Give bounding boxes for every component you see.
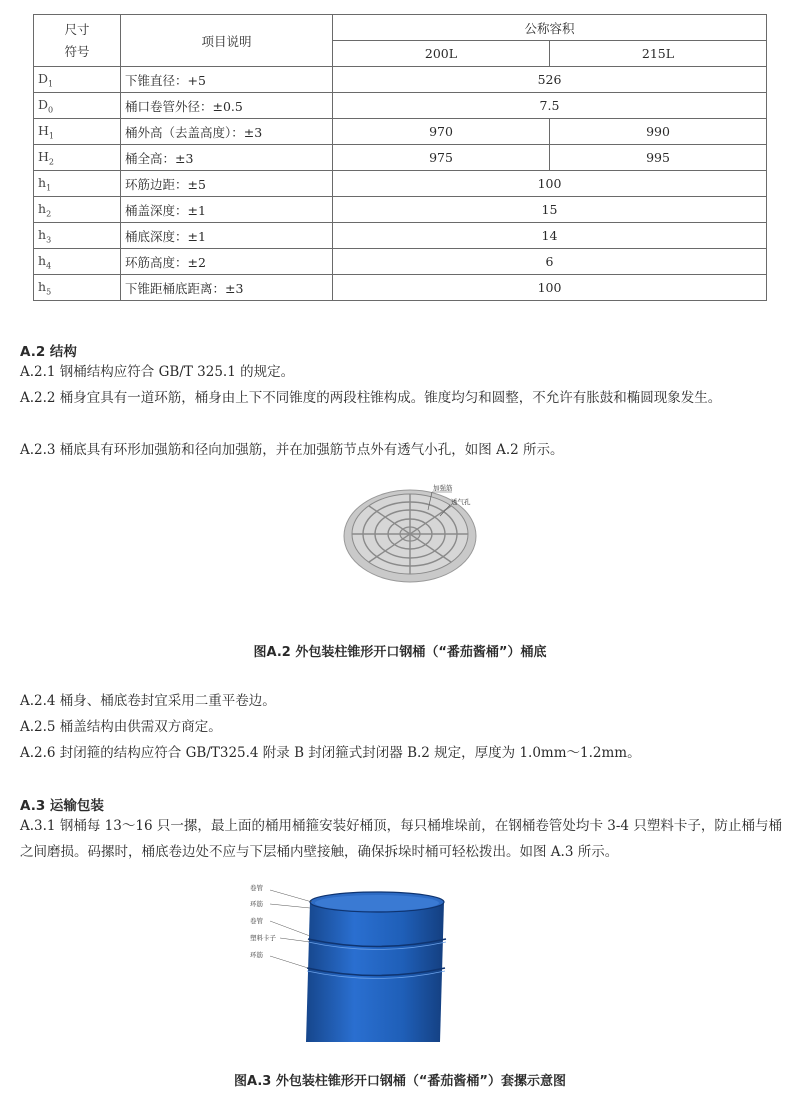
value-cell: 990 <box>550 119 767 145</box>
header-size-symbol-line1: 尺寸 <box>64 21 90 37</box>
figure-a3-label-4: 环筋 <box>250 951 263 959</box>
symbol-cell <box>34 145 121 171</box>
symbol-letter: h <box>38 278 47 294</box>
spec-row <box>34 67 767 93</box>
drum-stacking-figure <box>248 876 478 1046</box>
symbol-letter: H <box>38 148 49 164</box>
description-cell: 环筋边距：±5 <box>121 171 333 197</box>
symbol-cell <box>34 275 121 301</box>
para-a3-1: A.3.1 钢桶每 13～16 只一摞，最上面的桶用桶箍安装好桶顶，每只桶堆垛前，在钢桶卷管处均卡 3-4 只塑料卡子，防止桶与桶之间磨损。码摞时，桶底卷边处不应与下层桶内壁接触，确保拆垛时桶可轻松拨出。如图 A.3 所示。 <box>20 818 782 860</box>
symbol-letter: D <box>38 96 49 112</box>
spec-row <box>34 275 767 301</box>
para-a2-1: A.2.1 钢桶结构应符合 GB/T 325.1 的规定。 <box>20 364 295 380</box>
symbol-letter: h <box>38 174 47 190</box>
spec-table <box>33 14 767 301</box>
header-nominal-capacity: 公称容积 <box>333 15 767 41</box>
value-cell: 14 <box>333 223 767 249</box>
header-size-symbol-line2: 符号 <box>64 43 90 59</box>
section-a2-heading: A.2 结构 <box>20 344 77 360</box>
spec-row <box>34 197 767 223</box>
value-cell: 7.5 <box>333 93 767 119</box>
description-cell: 桶外高（去盖高度）：±3 <box>121 119 333 145</box>
symbol-subscript: 1 <box>46 183 52 193</box>
symbol-cell <box>34 93 121 119</box>
symbol-subscript: 0 <box>48 105 54 115</box>
header-size-symbol <box>34 15 121 67</box>
description-cell: 桶盖深度：±1 <box>121 197 333 223</box>
value-cell: 526 <box>333 67 767 93</box>
value-cell: 995 <box>550 145 767 171</box>
symbol-cell <box>34 171 121 197</box>
symbol-subscript: 1 <box>48 79 54 89</box>
figure-a3-label-2: 卷管 <box>250 917 263 925</box>
symbol-cell <box>34 119 121 145</box>
figure-a2-caption: 图A.2 外包装柱锥形开口钢桶（“番茄酱桶”）桶底 <box>253 645 547 660</box>
description-cell: 环筋高度：±2 <box>121 249 333 275</box>
para-a2-4: A.2.4 桶身、桶底卷封宜采用二重平卷边。 <box>20 693 276 709</box>
figure-a3-caption: 图A.3 外包装柱锥形开口钢桶（“番茄酱桶”）套摞示意图 <box>234 1074 566 1089</box>
description-cell: 下锥距桶底距离：±3 <box>121 275 333 301</box>
symbol-letter: h <box>38 226 47 242</box>
para-a2-3: A.2.3 桶底具有环形加强筋和径向加强筋，并在加强筋节点外有透气小孔，如图 A.2 所示。 <box>20 442 564 458</box>
figure-a3-label-0: 卷管 <box>250 884 263 892</box>
symbol-subscript: 3 <box>46 235 52 245</box>
symbol-letter: H <box>38 122 49 138</box>
spec-row <box>34 145 767 171</box>
symbol-letter: h <box>38 252 47 268</box>
symbol-letter: D <box>38 70 49 86</box>
spec-row <box>34 119 767 145</box>
symbol-subscript: 1 <box>48 131 54 141</box>
figure-a2-label-vent: 透气孔 <box>451 498 471 506</box>
symbol-subscript: 5 <box>46 287 52 297</box>
value-cell: 6 <box>333 249 767 275</box>
figure-a3-label-1: 环筋 <box>250 900 263 908</box>
header-cap-215: 215L <box>550 41 767 67</box>
description-cell: 桶口卷管外径：±0.5 <box>121 93 333 119</box>
value-cell: 970 <box>333 119 550 145</box>
symbol-letter: h <box>38 200 47 216</box>
spec-row <box>34 249 767 275</box>
symbol-cell <box>34 197 121 223</box>
figure-a3-label-3: 塑料卡子 <box>250 934 276 942</box>
section-a3-heading: A.3 运输包装 <box>20 798 104 814</box>
para-a2-5: A.2.5 桶盖结构由供需双方商定。 <box>20 719 222 735</box>
figure-a2-label-rib: 加强筋 <box>433 484 453 492</box>
header-item-desc: 项目说明 <box>121 15 333 67</box>
symbol-cell <box>34 223 121 249</box>
description-cell: 下锥直径：+5 <box>121 67 333 93</box>
value-cell: 100 <box>333 275 767 301</box>
symbol-cell <box>34 249 121 275</box>
value-cell: 15 <box>333 197 767 223</box>
symbol-cell <box>34 67 121 93</box>
para-a2-6: A.2.6 封闭箍的结构应符合 GB/T325.4 附录 B 封闭箍式封闭器 B.2 规定，厚度为 1.0mm～1.2mm。 <box>20 745 641 761</box>
value-cell: 100 <box>333 171 767 197</box>
description-cell: 桶全高：±3 <box>121 145 333 171</box>
symbol-subscript: 4 <box>46 261 52 271</box>
spec-row <box>34 93 767 119</box>
value-cell: 975 <box>333 145 550 171</box>
drum-bottom-figure <box>340 470 490 585</box>
para-a2-2: A.2.2 桶身宜具有一道环筋，桶身由上下不同锥度的两段柱锥构成。锥度均匀和圆整，不允许有胀鼓和椭圆现象发生。 <box>20 390 722 406</box>
spec-row <box>34 171 767 197</box>
description-cell: 桶底深度：±1 <box>121 223 333 249</box>
symbol-subscript: 2 <box>46 209 52 219</box>
header-cap-200: 200L <box>333 41 550 67</box>
spec-row <box>34 223 767 249</box>
spec-table-body <box>34 67 767 301</box>
symbol-subscript: 2 <box>48 157 54 167</box>
